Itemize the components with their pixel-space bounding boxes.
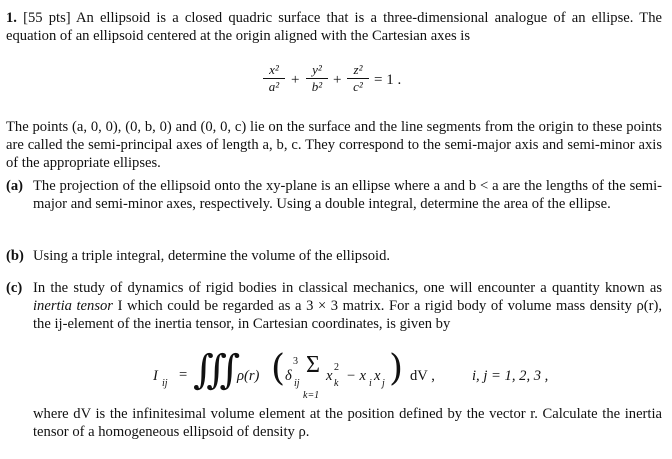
frac-z: z² c²: [347, 63, 369, 94]
part-a-text: The projection of the ellipsoid onto the xy-plane is an ellipse where a and b < a are the lengths of the semi-major and semi-minor axes, respectively. Using a double integral, determine the area of the ellipse.: [33, 178, 662, 212]
part-b-label: (b): [6, 248, 24, 264]
part-b-text: Using a triple integral, determine the volume of the ellipsoid.: [33, 248, 391, 264]
part-c-text: In the study of dynamics of rigid bodies in classical mechanics, one will encounter a quantity known as inertia tensor I which could be regarded as a 3 × 3 matrix. For a rigid body of volume mass density ρ(r), the ij-element of the inertia tensor, in Cartesian coordinates, is given by: [33, 280, 662, 332]
part-b: [6, 247, 662, 265]
intro-line-1: An ellipsoid is a closed quadric surface that is a three-dimensional analogue of an ellipse.: [75, 10, 634, 26]
problem-number: 1.: [6, 10, 17, 26]
problem-points: [55 pts]: [23, 10, 71, 26]
triple-integral-symbol: ∭: [193, 347, 241, 393]
part-c-label: (c): [6, 280, 23, 296]
frac-y: y² b²: [306, 63, 328, 94]
frac-x: x² a²: [263, 63, 285, 94]
intro-line-2: The equation of an ellipsoid centered at the origin aligned with the Cartesian axes is: [6, 10, 662, 44]
part-c: [6, 279, 662, 333]
inertia-tensor-term: inertia tensor: [33, 298, 113, 314]
part-a-label: (a): [6, 178, 24, 194]
problem-page: [6, 9, 662, 440]
part-c-conclusion: where dV is the infinitesimal volume element at the position defined by the vector r. Calculate the inertia tensor of a homogeneous ellipsoid of density ρ.: [33, 406, 662, 440]
part-a: [6, 177, 662, 213]
ellipsoid-equation: x² a² + y² b² + z² c² = 1 .: [6, 63, 662, 99]
problem-intro: [6, 9, 662, 45]
summation-symbol: Σ: [306, 352, 320, 378]
semi-axes-paragraph: The points (a, 0, 0), (0, b, 0) and (0, 0, c) lie on the surface and the line segments from the origin to these points are called the semi-principal axes of length a, b, c. They correspond to the semi-major axis and semi-minor axis of the appropriate ellipses.: [6, 119, 662, 171]
part-c-continued: [6, 405, 662, 441]
inertia-tensor-equation: I ij = ∭ ρ(r) ( δ ij 3 Σ k=1 x 2 k − x i x j ) dV , i, j = 1, 2, 3 ,: [153, 347, 549, 401]
